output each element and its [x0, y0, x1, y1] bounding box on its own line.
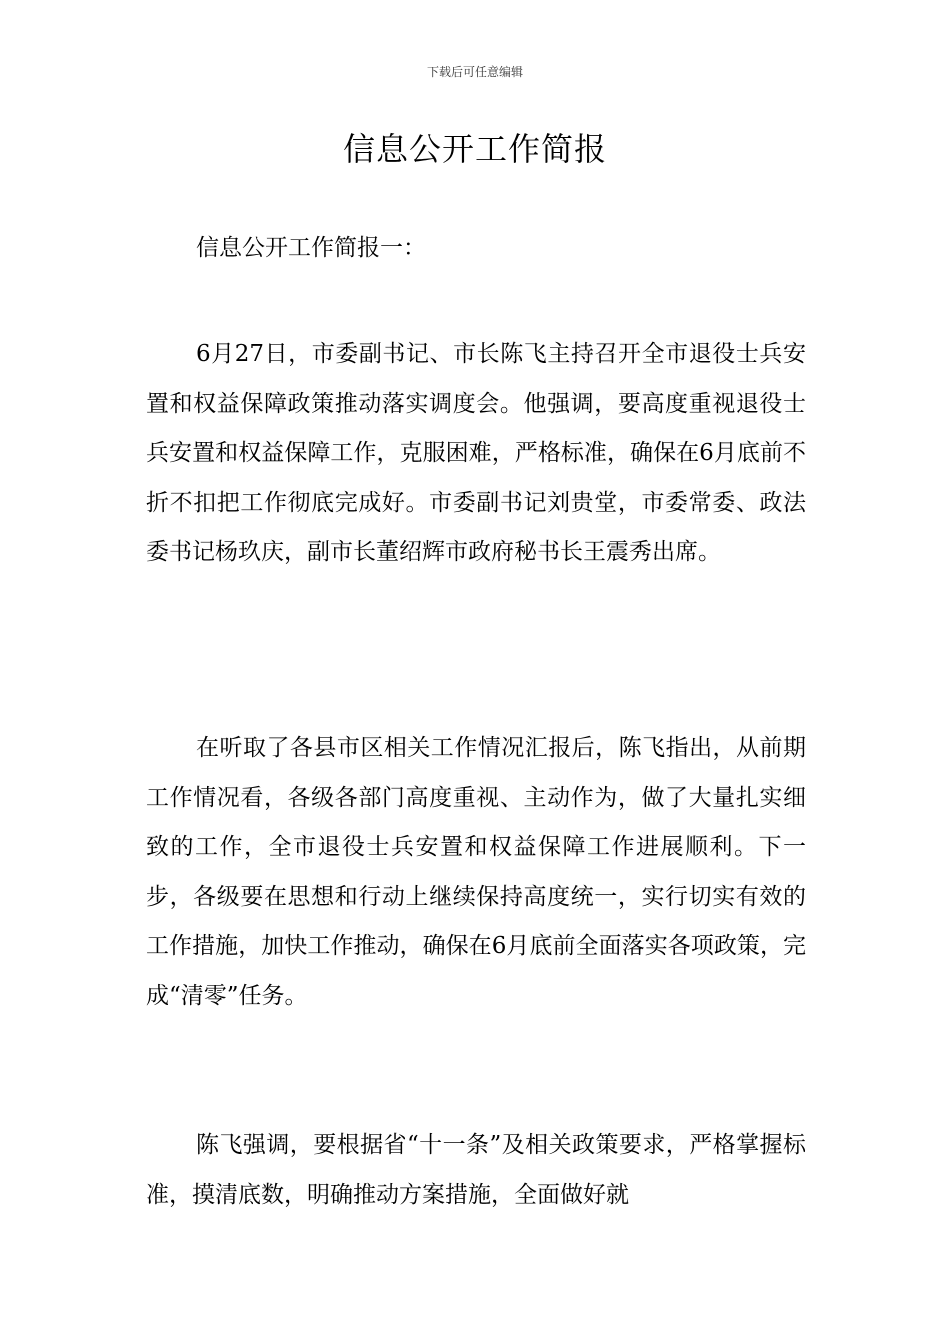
body-paragraph-1: 6月27日，市委副书记、市长陈飞主持召开全市退役士兵安置和权益保障政策推动落实调度会。他强调，要高度重视退役士兵安置和权益保障工作，克服困难，严格标准，确保在6月底前不折不扣把工作彻底完成好。市委副书记刘贵堂，市委常委、政法委书记杨玖庆，副市长董绍辉市政府秘书长王震秀出席。	[146, 341, 806, 565]
body-paragraph-3: 陈飞强调，要根据省“十一条”及相关政策要求，严格掌握标准，摸清底数，明确推动方案措施，全面做好就	[146, 1132, 806, 1208]
section-heading: 信息公开工作简报一：	[196, 235, 426, 261]
page-header-note: 下载后可任意编辑	[426, 65, 523, 79]
body-paragraph-2: 在听取了各县市区相关工作情况汇报后，陈飞指出，从前期工作情况看，各级各部门高度重视、主动作为，做了大量扎实细致的工作，全市退役士兵安置和权益保障工作进展顺利。下一步，各级要在思想和行动上继续保持高度统一，实行切实有效的工作措施，加快工作推动，确保在6月底前全面落实各项政策，完成“清零”任务。	[146, 735, 806, 1009]
document-title: 信息公开工作简报	[342, 130, 607, 168]
